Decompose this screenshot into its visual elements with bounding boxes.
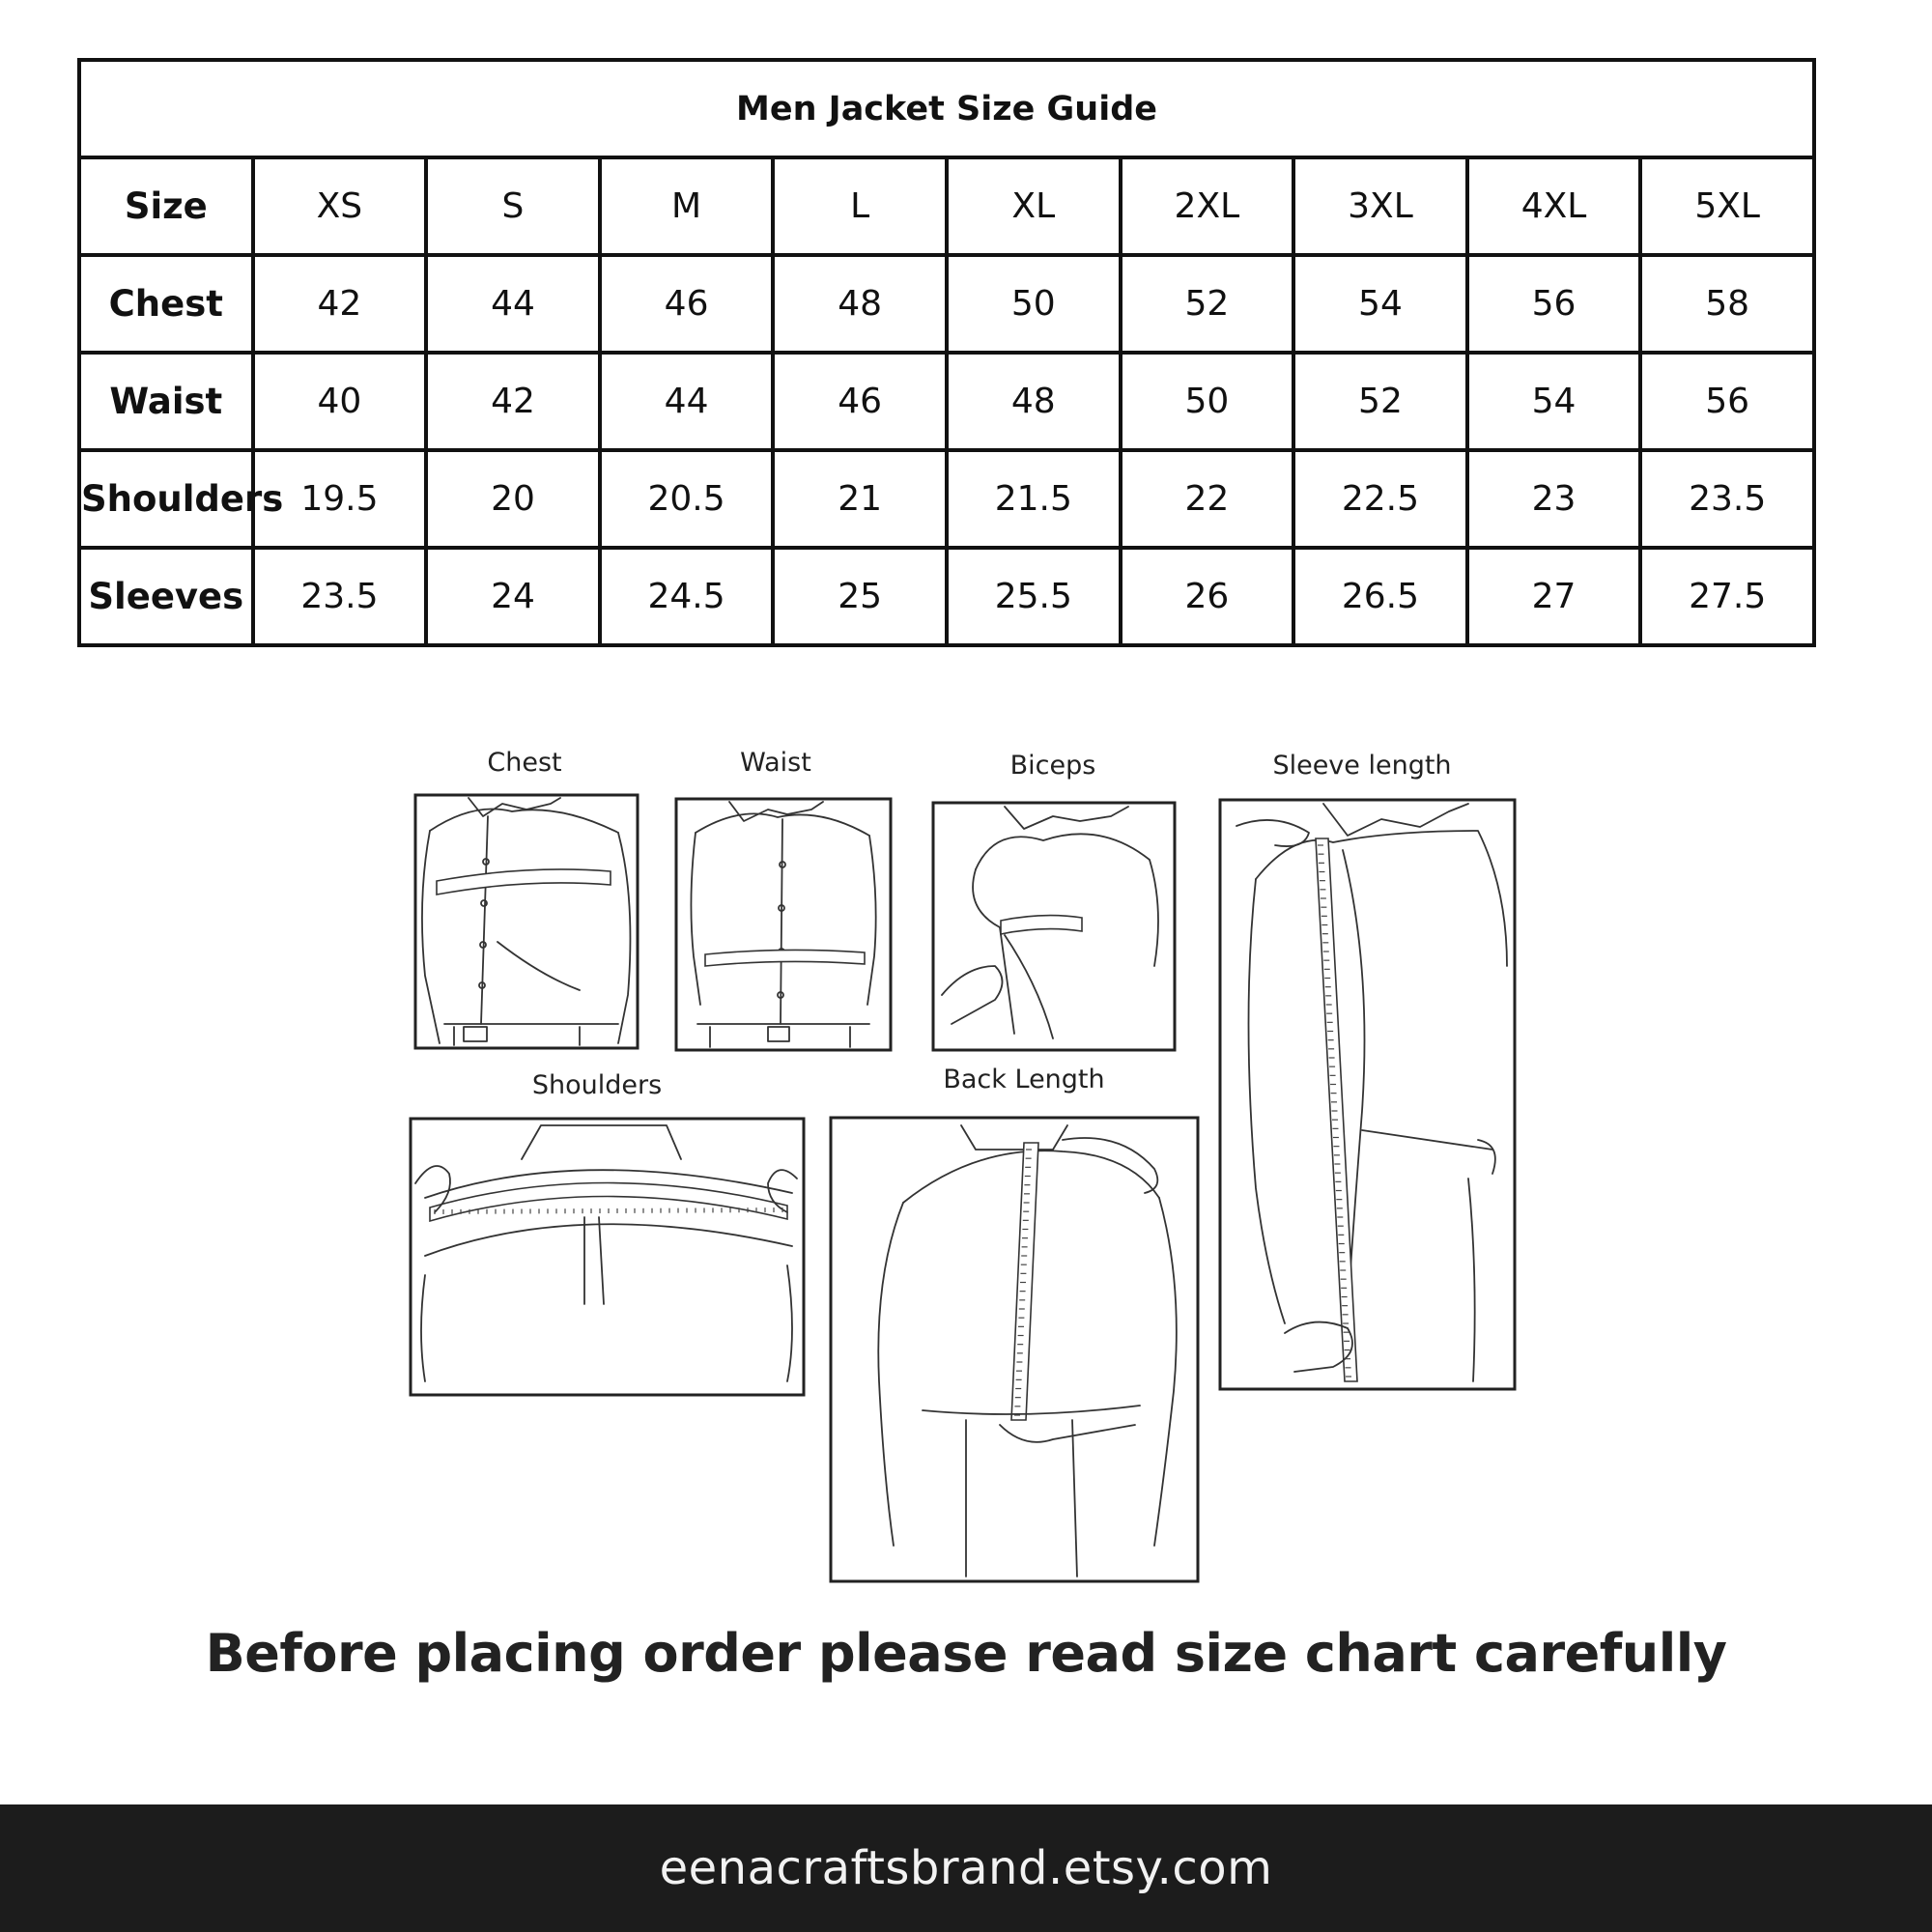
table-cell: 23.5 xyxy=(253,548,427,645)
table-cell: 44 xyxy=(600,353,774,450)
table-cell: 56 xyxy=(1640,353,1814,450)
size-header-cell: 3XL xyxy=(1293,157,1467,255)
size-header-cell: M xyxy=(600,157,774,255)
table-cell: 26 xyxy=(1121,548,1294,645)
sleeve-length-label: Sleeve length xyxy=(1272,751,1452,781)
biceps-label: Biceps xyxy=(1009,751,1096,781)
size-header-cell: 2XL xyxy=(1121,157,1294,255)
sleeves-row xyxy=(79,548,1814,645)
shoulders-illustration xyxy=(411,1119,804,1395)
table-cell: 22 xyxy=(1121,450,1294,548)
size-guide-table xyxy=(77,58,1816,647)
table-cell: 54 xyxy=(1467,353,1641,450)
table-cell: 21 xyxy=(773,450,947,548)
table-cell: 25.5 xyxy=(947,548,1121,645)
size-header-row xyxy=(79,157,1814,255)
table-cell: 48 xyxy=(773,255,947,353)
table-cell: 40 xyxy=(253,353,427,450)
table-cell: 46 xyxy=(773,353,947,450)
table-cell: 20.5 xyxy=(600,450,774,548)
size-header-cell: 5XL xyxy=(1640,157,1814,255)
table-cell: 26.5 xyxy=(1293,548,1467,645)
table-cell: 54 xyxy=(1293,255,1467,353)
footer-bar xyxy=(0,1804,1932,1932)
table-cell: 42 xyxy=(426,353,600,450)
chest-row xyxy=(79,255,1814,353)
row-label-sleeves: Sleeves xyxy=(79,548,253,645)
back-length-illustration xyxy=(831,1118,1198,1581)
table-cell: 48 xyxy=(947,353,1121,450)
size-header-cell: XL xyxy=(947,157,1121,255)
row-label-chest: Chest xyxy=(79,255,253,353)
shoulders-row xyxy=(79,450,1814,548)
table-cell: 46 xyxy=(600,255,774,353)
order-notice: Before placing order please read size chart carefully xyxy=(205,1623,1727,1684)
shop-url[interactable]: eenacraftsbrand.etsy.com xyxy=(659,1841,1273,1895)
table-cell: 27 xyxy=(1467,548,1641,645)
size-header-cell: S xyxy=(426,157,600,255)
table-cell: 42 xyxy=(253,255,427,353)
title-row xyxy=(79,60,1814,157)
row-label-shoulders: Shoulders xyxy=(79,450,253,548)
size-header-cell: L xyxy=(773,157,947,255)
table-cell: 20 xyxy=(426,450,600,548)
chest-label: Chest xyxy=(487,748,562,778)
waist-label: Waist xyxy=(740,748,811,778)
sleeve-length-illustration xyxy=(1220,800,1515,1389)
table-cell: 23 xyxy=(1467,450,1641,548)
row-label-waist: Waist xyxy=(79,353,253,450)
table-cell: 50 xyxy=(1121,353,1294,450)
table-cell: 56 xyxy=(1467,255,1641,353)
table-cell: 52 xyxy=(1121,255,1294,353)
table-cell: 24.5 xyxy=(600,548,774,645)
table-cell: 23.5 xyxy=(1640,450,1814,548)
back-length-label: Back Length xyxy=(943,1065,1105,1094)
table-cell: 21.5 xyxy=(947,450,1121,548)
table-cell: 25 xyxy=(773,548,947,645)
size-header-cell: XS xyxy=(253,157,427,255)
waist-illustration xyxy=(676,799,891,1050)
table-cell: 24 xyxy=(426,548,600,645)
table-cell: 22.5 xyxy=(1293,450,1467,548)
table-cell: 19.5 xyxy=(253,450,427,548)
table-cell: 27.5 xyxy=(1640,548,1814,645)
waist-row xyxy=(79,353,1814,450)
shoulders-label: Shoulders xyxy=(531,1070,663,1100)
table-cell: 52 xyxy=(1293,353,1467,450)
table-cell: 44 xyxy=(426,255,600,353)
table-cell: 50 xyxy=(947,255,1121,353)
size-header-label: Size xyxy=(79,157,253,255)
size-header-cell: 4XL xyxy=(1467,157,1641,255)
table-title: Men Jacket Size Guide xyxy=(79,60,1814,157)
chest-illustration xyxy=(415,795,638,1048)
table-cell: 58 xyxy=(1640,255,1814,353)
biceps-illustration xyxy=(933,803,1175,1050)
